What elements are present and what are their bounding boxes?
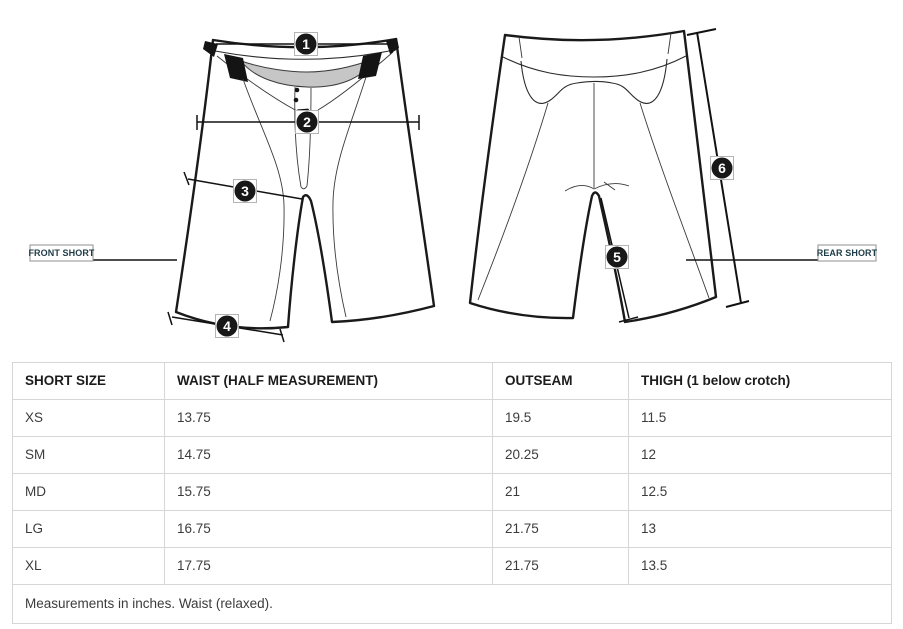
thigh-cell: 12 [629, 437, 892, 474]
rear-short-label [686, 245, 878, 261]
waist-cell: 13.75 [165, 400, 493, 437]
outseam-cell: 21.75 [493, 548, 629, 585]
outseam-cell: 21.75 [493, 511, 629, 548]
marker-2-hip [296, 111, 319, 134]
size-cell: LG [13, 511, 165, 548]
thigh-cell: 11.5 [629, 400, 892, 437]
marker-6-outseam [711, 157, 734, 180]
waist-cell: 17.75 [165, 548, 493, 585]
waist-cell: 15.75 [165, 474, 493, 511]
outseam-cell: 20.25 [493, 437, 629, 474]
marker-3-number: 3 [241, 183, 249, 199]
marker-5-number: 5 [613, 249, 621, 265]
table-row-sm [13, 437, 892, 474]
marker-2-number: 2 [303, 114, 311, 130]
waist-cell: 16.75 [165, 511, 493, 548]
measurement-footnote: Measurements in inches. Waist (relaxed). [13, 585, 892, 624]
snap-button-dot [294, 98, 299, 103]
table-row-xl [13, 548, 892, 585]
size-cell: SM [13, 437, 165, 474]
size-cell: MD [13, 474, 165, 511]
front-short-drawing [168, 38, 434, 342]
column-header-outseam: OUTSEAM [493, 363, 629, 400]
snap-button-dot [295, 88, 300, 93]
marker-1-waist [295, 33, 318, 56]
marker-6-number: 6 [718, 160, 726, 176]
waist-cell: 14.75 [165, 437, 493, 474]
outseam-cell: 21 [493, 474, 629, 511]
thigh-cell: 13 [629, 511, 892, 548]
marker-5-inseam [606, 246, 629, 269]
rear-short-label-text: REAR SHORT [816, 248, 878, 258]
table-row-xs [13, 400, 892, 437]
marker-3-thigh [234, 180, 257, 203]
size-cell: XS [13, 400, 165, 437]
size-table [12, 362, 892, 624]
rear-short-drawing [470, 29, 749, 322]
column-header-thigh: THIGH (1 below crotch) [629, 363, 892, 400]
outseam-cell: 19.5 [493, 400, 629, 437]
marker-1-number: 1 [302, 36, 310, 52]
table-footnote-row [13, 585, 892, 624]
column-header-waist: WAIST (HALF MEASUREMENT) [165, 363, 493, 400]
column-header-short-size: SHORT SIZE [13, 363, 165, 400]
table-row-lg [13, 511, 892, 548]
table-row-md [13, 474, 892, 511]
table-header-row [13, 363, 892, 400]
marker-4-leg-opening [216, 315, 239, 338]
thigh-cell: 12.5 [629, 474, 892, 511]
front-short-label-text: FRONT SHORT [28, 248, 95, 258]
size-cell: XL [13, 548, 165, 585]
front-short-label [28, 245, 177, 261]
thigh-cell: 13.5 [629, 548, 892, 585]
marker-4-number: 4 [223, 318, 231, 334]
